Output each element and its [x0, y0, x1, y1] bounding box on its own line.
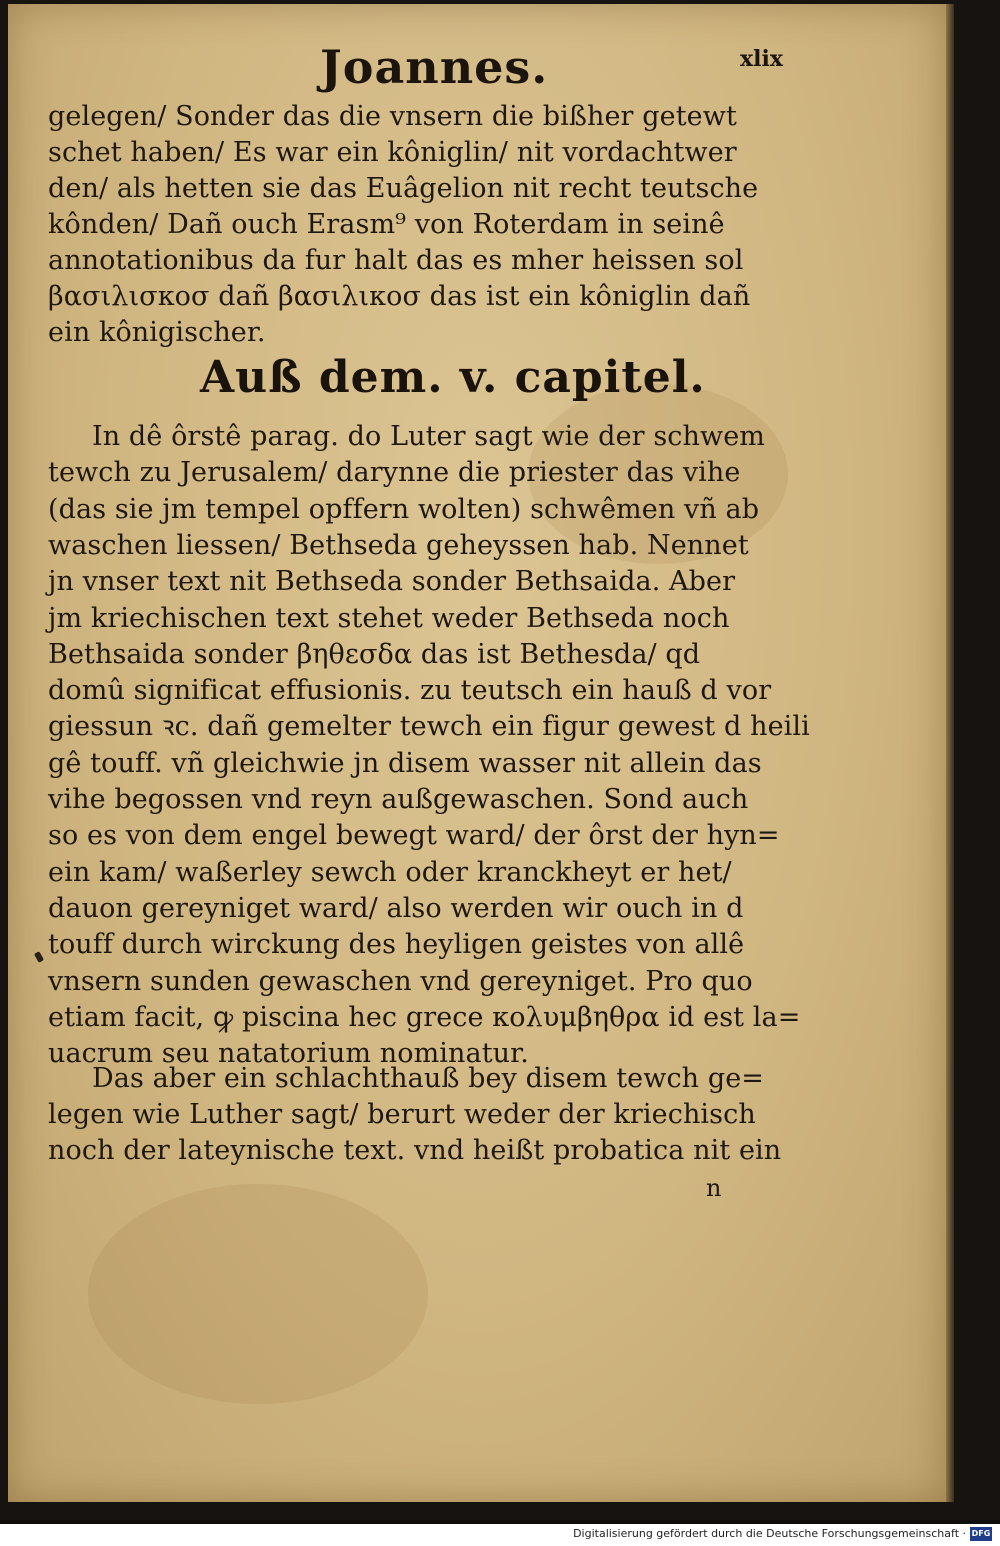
text-line: waschen liessen/ Bethseda geheyssen hab. Nennet — [48, 529, 749, 561]
text-line: annotationibus da fur halt das es mher heissen sol — [48, 245, 744, 276]
text-line: den/ als hetten sie das Euâgelion nit recht teutsche — [48, 173, 759, 204]
running-title: Joannes. — [320, 40, 549, 94]
text-line: touff durch wirckung des heyligen geistes von allê — [48, 929, 745, 961]
text-line: gê touff. vñ gleichwie jn disem wasser nit allein das — [48, 747, 762, 779]
text-line: vihe begossen vnd reyn außgewaschen. Sond auch — [48, 784, 749, 815]
text-line: domû significat effusionis. zu teutsch ein hauß d vor — [48, 675, 772, 707]
text-line: giessun ꝛc. dañ gemelter tewch ein figur gewest d heili — [48, 711, 810, 743]
text-line: etiam facit, ꝙ piscina hec grece κολυμβηθρα id est la= — [48, 1001, 801, 1033]
text-line: uacrum seu natatorium nominatur. — [48, 1038, 529, 1070]
text-line: legen wie Luther sagt/ berurt weder der kriechisch — [48, 1099, 756, 1130]
digitization-footer — [0, 1524, 1000, 1546]
text-line: dauon gereyniget ward/ also werden wir ouch in d — [48, 892, 744, 924]
text-line: Bethsaida sonder βηθεσδα das ist Bethesda/ qd — [48, 638, 701, 670]
text-line: jm kriechischen text stehet weder Bethseda noch — [48, 602, 730, 634]
text-line: In dê ôrstê parag. do Luter sagt wie der schwem — [92, 421, 765, 452]
page-edge — [946, 4, 954, 1502]
paper-stain — [88, 1184, 428, 1404]
signature-mark: n — [706, 1174, 722, 1202]
folio-number: xlix — [740, 46, 783, 72]
text-line: Das aber ein schlachthauß bey disem tewch ge= — [92, 1063, 765, 1094]
text-line: βασιλισκοσ dañ βασιλικοσ das ist ein kôniglin dañ — [48, 281, 751, 312]
dfg-logo: DFG — [970, 1527, 992, 1541]
text-line: gelegen/ Sonder das die vnsern die bißher getewt — [48, 101, 737, 132]
text-line: jn vnser text nit Bethseda sonder Bethsaida. Aber — [48, 566, 736, 598]
text-line: kônden/ Dañ ouch Erasm⁹ von Roterdam in seinê — [48, 209, 725, 240]
text-line: tewch zu Jerusalem/ darynne die priester das vihe — [48, 457, 741, 489]
text-line: vnsern sunden gewaschen vnd gereyniget. Pro quo — [48, 965, 753, 997]
chapter-heading: Auß dem. v. capitel. — [200, 352, 706, 403]
text-line: so es von dem engel bewegt ward/ der ôrst der hyn= — [48, 820, 780, 852]
text-line: ein kônigischer. — [48, 317, 266, 348]
footer-credit: Digitalisierung gefördert durch die Deutsche Forschungsgemeinschaft · — [573, 1527, 966, 1540]
text-line: (das sie jm tempel opffern wolten) schwêmen vñ ab — [48, 493, 760, 525]
text-line: ein kam/ waßerley sewch oder kranckheyt er het/ — [48, 856, 732, 888]
text-line: schet haben/ Es war ein kôniglin/ nit vordachtwer — [48, 137, 737, 168]
text-line: noch der lateynische text. vnd heißt probatica nit ein — [48, 1135, 782, 1166]
